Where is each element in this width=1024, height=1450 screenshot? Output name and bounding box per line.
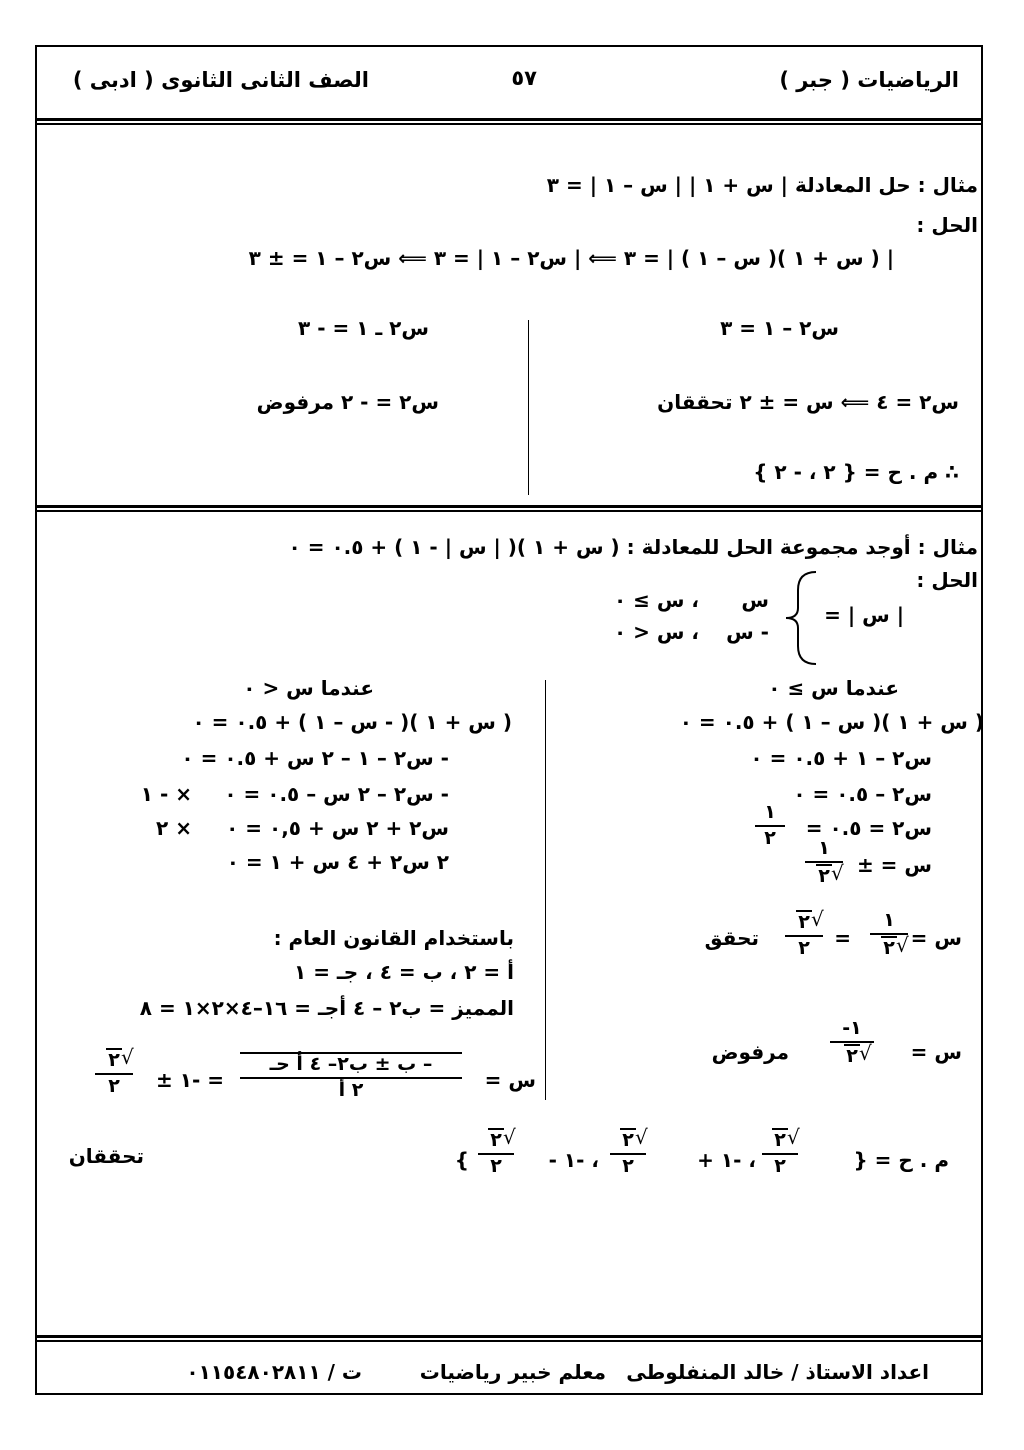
example2-solution-label: الحل :: [916, 568, 978, 592]
formula-heading: باستخدام القانون العام :: [273, 926, 514, 950]
right-line5: س = ±: [856, 853, 932, 877]
header-divider-2: [37, 123, 981, 125]
final-term2: √ ٢ ٢: [610, 1128, 646, 1178]
frac-root2-over-2: √ ٢ ٢: [785, 910, 823, 960]
footer-divider: [37, 1335, 981, 1338]
brace-icon: [780, 568, 820, 668]
frac-half: [755, 802, 785, 850]
footer-phone: ت / ٠١١٥٤٨٠٢٨١١: [186, 1360, 362, 1384]
sqrt-icon: √ ٢: [816, 864, 832, 888]
right-line3: س٢ – ٠.٥ = ٠: [793, 782, 932, 806]
sqrt-icon: √ ٢: [881, 936, 897, 960]
left-line1: ( س + ١ )( - س – ١ ) + ٠.٥ = ٠: [192, 710, 512, 734]
right-line1: ( س + ١ )( س – ١ ) + ٠.٥ = ٠: [679, 710, 984, 734]
sqrt-icon: √ ٢: [106, 1048, 122, 1072]
example1-right-eq1: س٢ – ١ = ٣: [720, 316, 839, 340]
quadratic-formula: [240, 1052, 462, 1102]
right-line2: س٢ – ١ + ٠.٥ = ٠: [750, 746, 932, 770]
sqrt-icon: √ ٢: [772, 1128, 788, 1152]
frac-half-num: ١: [764, 801, 776, 823]
right-heading: عندما س ≥ ٠: [768, 676, 899, 700]
right-line6-status: تحقق: [704, 926, 759, 950]
sqrt-icon: √ ٢: [796, 910, 812, 934]
left-line4: س٢ + ٢ س + ٠,٥ = ٠: [226, 816, 449, 840]
header-divider: [37, 118, 981, 121]
left-line5: ٢ س٢ + ٤ س + ١ = ٠: [226, 850, 449, 874]
formula-result: = -١ ±: [156, 1068, 224, 1092]
example1-left-eq1: س٢ ـ ١ = - ٣: [298, 316, 429, 340]
example1-left-eq2: س٢ = - ٢ مرفوض: [256, 390, 439, 414]
final-term1: √ ٢ ٢: [762, 1128, 798, 1178]
right-line6-lhs: س =: [910, 926, 962, 950]
abs-case1-value: س: [741, 588, 769, 612]
coefficients: أ = ٢ ، ب = ٤ ، جـ = ١: [294, 960, 514, 984]
section-divider: [37, 505, 981, 508]
example1-solution-label: الحل :: [916, 213, 978, 237]
example1-right-eq2: س٢ = ٤ ⟸ س = ± ٢ تحققان: [657, 390, 959, 414]
header-page-number: ٥٧: [511, 66, 537, 90]
right-line7-status: مرفوض: [711, 1040, 789, 1064]
footer-divider-2: [37, 1340, 981, 1342]
right-line4: س٢ = ٠.٥ =: [805, 816, 932, 840]
example1-title: مثال : حل المعادلة | س + ١ | | س – ١ | = ٣: [546, 173, 978, 197]
final-lhs: م . ح = {: [853, 1148, 949, 1172]
frac-half-den: ٢: [764, 826, 776, 849]
abs-case1-cond: ، س ≥ ٠: [613, 588, 699, 612]
right-line6-eq: =: [834, 926, 851, 950]
left-line4-mult: × ٢: [156, 816, 192, 840]
frac-neg-one-over-root2: ١- √ ٢: [830, 1018, 874, 1068]
sqrt-icon: √ ٢: [620, 1128, 636, 1152]
frac-one-over-root2-b: ١ √ ٢: [870, 910, 908, 960]
abs-case2-value: - س: [726, 620, 769, 644]
left-line3: - س٢ – ٢ س – ٠.٥ = ٠: [224, 782, 449, 806]
header-subject: الرياضيات ( جبر ): [779, 68, 959, 92]
final-term3: √ ٢ ٢: [478, 1128, 514, 1178]
header-grade: الصف الثانى الثانوى ( ادبى ): [72, 68, 369, 92]
abs-case2-cond: ، س < ٠: [613, 620, 699, 644]
left-line3-mult: × - ١: [140, 782, 192, 806]
frac-one-over-root2: [805, 838, 843, 888]
formula-den: ٢ أ: [338, 1078, 364, 1101]
frac-root2-over-2-left: √ ٢ ٢: [95, 1048, 133, 1098]
final-close: }: [454, 1148, 469, 1172]
left-line2: - س٢ – ١ – ٢ س + ٠.٥ = ٠: [181, 746, 449, 770]
footer-author: اعداد الاستاذ / خالد المنفلوطى: [626, 1360, 929, 1384]
discriminant: المميز = ب٢ – ٤ أجـ = ١٦–٤×٢×١ = ٨: [139, 996, 514, 1020]
sqrt-icon: √ ٢: [844, 1044, 860, 1068]
example1-column-divider: [528, 320, 529, 495]
example2-column-divider: [545, 680, 546, 1100]
left-status: تحققان: [68, 1144, 144, 1168]
final-sep2: ، -١ -: [548, 1148, 599, 1172]
right-line7-lhs: س =: [910, 1040, 962, 1064]
example1-right-result: ∴ م . ح = { ٢ ، - ٢ }: [753, 460, 959, 484]
left-heading: عندما س < ٠: [243, 676, 374, 700]
section-divider-2: [37, 510, 981, 512]
frac-rt2-num: ١: [818, 837, 830, 859]
final-sep1: ، -١ +: [697, 1148, 756, 1172]
sqrt-icon: √ ٢: [488, 1128, 504, 1152]
example1-step1: | ( س + ١ )( س – ١ ) | = ٣ ⟸ | س٢ – ١ | = ٣ ⟸ س٢ – ١ = ± ٣: [248, 246, 894, 270]
abs-definition-lhs: | س | =: [824, 603, 904, 627]
example2-title: مثال : أوجد مجموعة الحل للمعادلة : ( س + ١ )( | س | - ١ ) + ٠.٥ = ٠: [288, 535, 978, 559]
formula-lhs: س =: [484, 1068, 536, 1092]
footer-role: معلم خبير رياضيات: [419, 1360, 606, 1384]
formula-num: – ب ± ب٢– ٤ أ حـ: [240, 1052, 462, 1076]
